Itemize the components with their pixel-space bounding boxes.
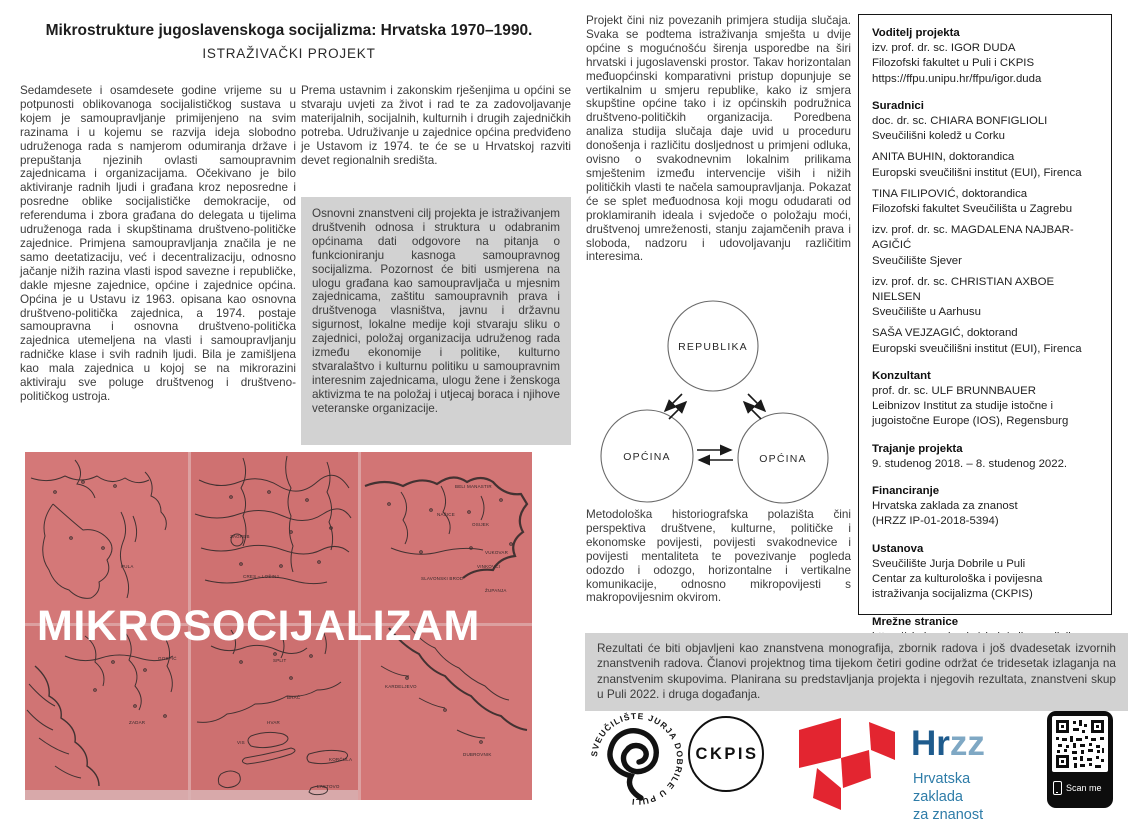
sidebar-section-heading: Konzultant	[872, 369, 931, 382]
phone-icon	[1053, 781, 1062, 795]
map-place-label: KARDELJEVO	[385, 684, 417, 689]
results-box: Rezultati će biti objavljeni kao znanstvena monografija, zbornik radova i još dvadesetak izvornih znanstvenih radova. Članovi projektnog tima tijekom četiri godine održat će tridesetak izlaganja na znanstvenim skupovima. Planirana su predstavljanja projekta i njegovih rezultata, znanstveni skup u Puli 2022. i druga događanja.	[585, 633, 1128, 711]
sidebar-entry-line: Sveučilište Jurja Dobrile u Puli	[872, 557, 1026, 570]
map-place-label: SLAVONSKI BROD	[421, 576, 464, 581]
map-place-label: GOSPIĆ	[158, 656, 177, 661]
case-studies-paragraph: Projekt čini niz povezanih primjera studija slučaja. Svaka se podtema istraživanja smješta u dvije općine s mogućnošću širenja usporedbe na širi hrvatski i jugoslavenski prostor. Takav horizontalan međuopćinski komparativni pristup dopunjuje se vertikalnim u smjeru republike, kako iz smjera skupštine općine tako i iz općinskih podružnica društveno-političkih organizacija. Poredbena analiza studija slučaja daje uvid u proceduru donošenja i različitu dosljednost u primjeni odluka, ovisno o svakodnevnim lokalnim prilikama smještenim između intervencije viših i nižih političkih vlasti te načela samoupravljanja. Pokazat će se splet međuodnosa koji mogu odudarati od proklamiranih ideala i svjedoče o položaju moći, društvenoj umreženosti, stanju zajamčenih prava i sloboda, nadzoru i udovoljavanju različitim interesima.	[586, 14, 851, 264]
map-place-label: BELI MANASTIR	[455, 484, 492, 489]
sidebar-entry-line: ANITA BUHIN, doktorandica	[872, 151, 1015, 164]
map-place-label: LASTOVO	[317, 784, 340, 789]
sidebar-entry	[872, 457, 1098, 472]
intro-paragraph-2: Prema ustavnim i zakonskim rješenjima u općini se stvaraju uvjeti za život i rad te za zadovoljavanje materijalnih, socijalnih, kulturnih i drugih zajedničkih potreba. Udruživanje u zajednice općina predviđeno je Ustavom iz 1974. te će se u Hrvatskoj razviti devet regionalnih središta.	[301, 84, 571, 167]
sidebar-entry-line: istraživanja socijalizma (CKPIS)	[872, 588, 1033, 601]
map-place-label: OSIJEK	[472, 522, 490, 527]
header	[0, 22, 578, 61]
sidebar-section	[872, 442, 1098, 472]
sidebar-entry	[872, 223, 1098, 269]
opcina-left-label: OPĆINA	[623, 451, 671, 463]
sidebar-entry-line: izv. prof. dr. sc. MAGDALENA NAJBAR-AGIČIĆ	[872, 224, 1074, 252]
page-title: Mikrostrukture jugoslavenskoga socijalizma: Hrvatska 1970–1990.	[45, 22, 533, 39]
map-place-label: HVAR	[267, 720, 280, 725]
sidebar-section	[872, 99, 1098, 357]
sidebar-entry	[872, 326, 1098, 356]
sidebar-entry	[872, 499, 1098, 529]
sidebar-entry-line: Sveučilišni koledž u Corku	[872, 130, 1005, 143]
page-subtitle: ISTRAŽIVAČKI PROJEKT	[202, 46, 376, 61]
hrzz-wordmark	[911, 726, 985, 761]
map-place-label: BRAČ	[287, 695, 301, 700]
map-image	[25, 452, 532, 800]
sidebar-section	[872, 26, 1098, 87]
sidebar-entry	[872, 150, 1098, 180]
map-place-label: ŽUPANJA	[485, 588, 507, 593]
map-place-label: PULA	[121, 564, 134, 569]
map-place-label: VIS	[237, 740, 245, 745]
sidebar-entry-line: Leibnizov Institut za studije istočne i	[872, 400, 1054, 413]
hrzz-tagline	[913, 770, 1018, 824]
hrzz-tagline-line2: za znanost	[913, 807, 984, 823]
qr-code	[1047, 711, 1113, 808]
sidebar-sections	[872, 26, 1098, 645]
sidebar-entry-line: 9. studenog 2018. – 8. studenog 2022.	[872, 457, 1068, 470]
sidebar-entry-line: TINA FILIPOVIĆ, doktorandica	[872, 187, 1028, 200]
sidebar-entry-line: Hrvatska zaklada za znanost	[872, 500, 1018, 513]
qr-pattern	[1052, 716, 1108, 772]
sidebar-entry-line: Sveučilište Sjever	[872, 254, 962, 267]
sidebar-entry-line: izv. prof. dr. sc. CHRISTIAN AXBOE NIELSEN	[872, 275, 1055, 304]
map-place-label: ZAGREB	[230, 534, 250, 539]
map-place-label: DUBROVNIK	[463, 752, 492, 757]
opcina-right-label: OPĆINA	[759, 453, 807, 465]
map-place-label: VINKOVCI	[477, 564, 501, 569]
sidebar-section-heading: Ustanova	[872, 542, 924, 555]
hrzz-wordmark-hr: Hr	[911, 724, 950, 763]
sidebar-entry	[872, 114, 1098, 144]
svg-text:SVEUČILIŠTE JURJA DOBRILE U PU: SVEUČILIŠTE JURJA DOBRILE U PULI	[588, 710, 686, 808]
hrzz-checkerboard-icon	[793, 714, 903, 814]
sidebar-entry-line: SAŠA VEJZAGIĆ, doktorand	[872, 327, 1018, 340]
ckpis-logo-label: CKPIS	[695, 744, 759, 763]
qr-footer	[1053, 781, 1102, 795]
sidebar-entry-line: jugoistočne Europe (IOS), Regensburg	[872, 415, 1069, 428]
sidebar-section	[872, 484, 1098, 530]
sidebar-entry-line: Filozofski fakultet u Puli i CKPIS	[872, 57, 1035, 70]
sidebar-section-heading: Suradnici	[872, 99, 924, 112]
map-place-label: SPLIT	[273, 658, 287, 663]
republika-label: REPUBLIKA	[678, 341, 748, 353]
map-title: MIKROSOCIJALIZAM	[37, 602, 480, 650]
sidebar-entry-line: Europski sveučilišni institut (EUI), Firenca	[872, 166, 1082, 179]
relations-diagram-svg	[585, 298, 855, 508]
sidebar-entry-line: Filozofski fakultet Sveučilišta u Zagrebu	[872, 203, 1073, 216]
unipu-spiral-icon	[586, 704, 688, 814]
sidebar-entry-line: https://ffpu.unipu.hr/ffpu/igor.duda	[872, 72, 1042, 85]
sidebar-section-heading: Financiranje	[872, 485, 940, 498]
sidebar-section-heading: Mrežne stranice	[872, 615, 959, 628]
map-place-label: CRES – LOŠINJ	[243, 574, 279, 579]
map-place-label: KORČULA	[329, 757, 353, 762]
sidebar-section	[872, 369, 1098, 430]
intro-paragraph-1: Sedamdesete i osamdesete godine vrijeme su u potpunosti oblikovanoga socijalističkog sustava u kojem je samoupravljanje primijenjeno na svim razinama i u kojemu se razvija ideja slobodno udruženoga rada s namjerom odumiranja države i prepuštanja njezinih ovlasti samoupravnim zajednicama i organizacijama. Očekivano je bilo aktiviranje radnih ljudi i građana kroz neposredne i posredne oblike socijalističke demokracije, od referenduma i zbora građana do delegata u tijelima udruženoga rada i skupštinama društveno-političke zajednice. Primjena samoupravljanja značila je ne samo deetatizaciju, već i decentralizaciju, odnosno jačanje nižih razina vlasti ispod savezne i republičke, dakle mjesne zajednice, općine i zajednice općina. Općina je u Ustavu iz 1963. opisana kao osnovna društveno-politička zajednica, a 1974. postaje samoupravna i osnovna društveno-politička zajednica utemeljena na vlasti i samoupravljanju radničke klase i svih radnih ljudi. Bila je zamišljena kao mala zajednica u kojoj se na mikrorazini aktiviraju sve poluge društvenog i društveno-političkog ustroja.	[20, 84, 296, 403]
relations-diagram	[585, 298, 855, 508]
map-place-label: ZADAR	[129, 720, 146, 725]
sidebar-entry-line: prof. dr. sc. ULF BRUNNBAUER	[872, 385, 1036, 398]
methodology-paragraph: Metodološka historiografska polazišta čini perspektiva društvene, kulturne, političke i ekonomske povijesti, povijesti svakodnevice i povijesti mentaliteta te povezivanje pogleda odozdo i odozgo, horizontalne i vertikalne komunikacije, odnosno mikropovijesti s makropovijesnim okvirom.	[586, 508, 851, 605]
unipu-logo	[586, 704, 688, 814]
sidebar-entry-line: doc. dr. sc. CHIARA BONFIGLIOLI	[872, 115, 1048, 128]
sidebar-entry-line: Europski sveučilišni institut (EUI), Firenca	[872, 342, 1082, 355]
map-place-label: NAŠICE	[437, 512, 455, 517]
sidebar-section-heading: Trajanje projekta	[872, 442, 963, 455]
sidebar-section	[872, 542, 1098, 603]
sidebar-entry-line: Centar za kulturološka i povijesna	[872, 573, 1043, 586]
project-info-sidebar	[858, 14, 1112, 628]
project-goal-box: Osnovni znanstveni cilj projekta je istraživanjem društvenih odnosa i struktura u odabranim općinama dati odgovore na pitanja o funkcioniranju kasnoga samoupravnog socijalizma. Pozornost će biti usmjerena na ulogu građana kao samoupravljača u mjesnim zajednicama, zaštitu samoupravnih prava i društvenoga vlasništva, javnu i državnu sigurnost, lokalne medije koji stvaraju sliku o zajednici, položaj organizacija udruženog rada između ekonomije i politike, kulturno stvaralaštvo i kulturnu politiku u samoupravnim interesnim zajednicama, ulogu žene i ženskoga aktivizma te na položaj i utjecaj boraca i njihove veteranske organizacije.	[301, 197, 571, 445]
sidebar-entry	[872, 187, 1098, 217]
hrzz-tagline-line1: Hrvatska zaklada	[913, 771, 971, 805]
sidebar-entry-line: Sveučilište u Aarhusu	[872, 306, 981, 319]
sidebar-section-heading: Voditelj projekta	[872, 27, 960, 39]
sidebar-entry	[872, 275, 1098, 321]
ckpis-logo	[688, 716, 764, 792]
sidebar-entry-line: (HRZZ IP-01-2018-5394)	[872, 515, 999, 528]
sidebar-entry	[872, 41, 1098, 87]
qr-label: Scan me	[1066, 783, 1102, 793]
hrzz-wordmark-zz: zz	[949, 724, 985, 763]
sidebar-entry	[872, 384, 1098, 430]
sidebar-entry	[872, 557, 1098, 603]
hrzz-logo	[793, 714, 1018, 823]
map-place-label: VUKOVAR	[485, 550, 509, 555]
sidebar-entry-line: izv. prof. dr. sc. IGOR DUDA	[872, 42, 1016, 55]
